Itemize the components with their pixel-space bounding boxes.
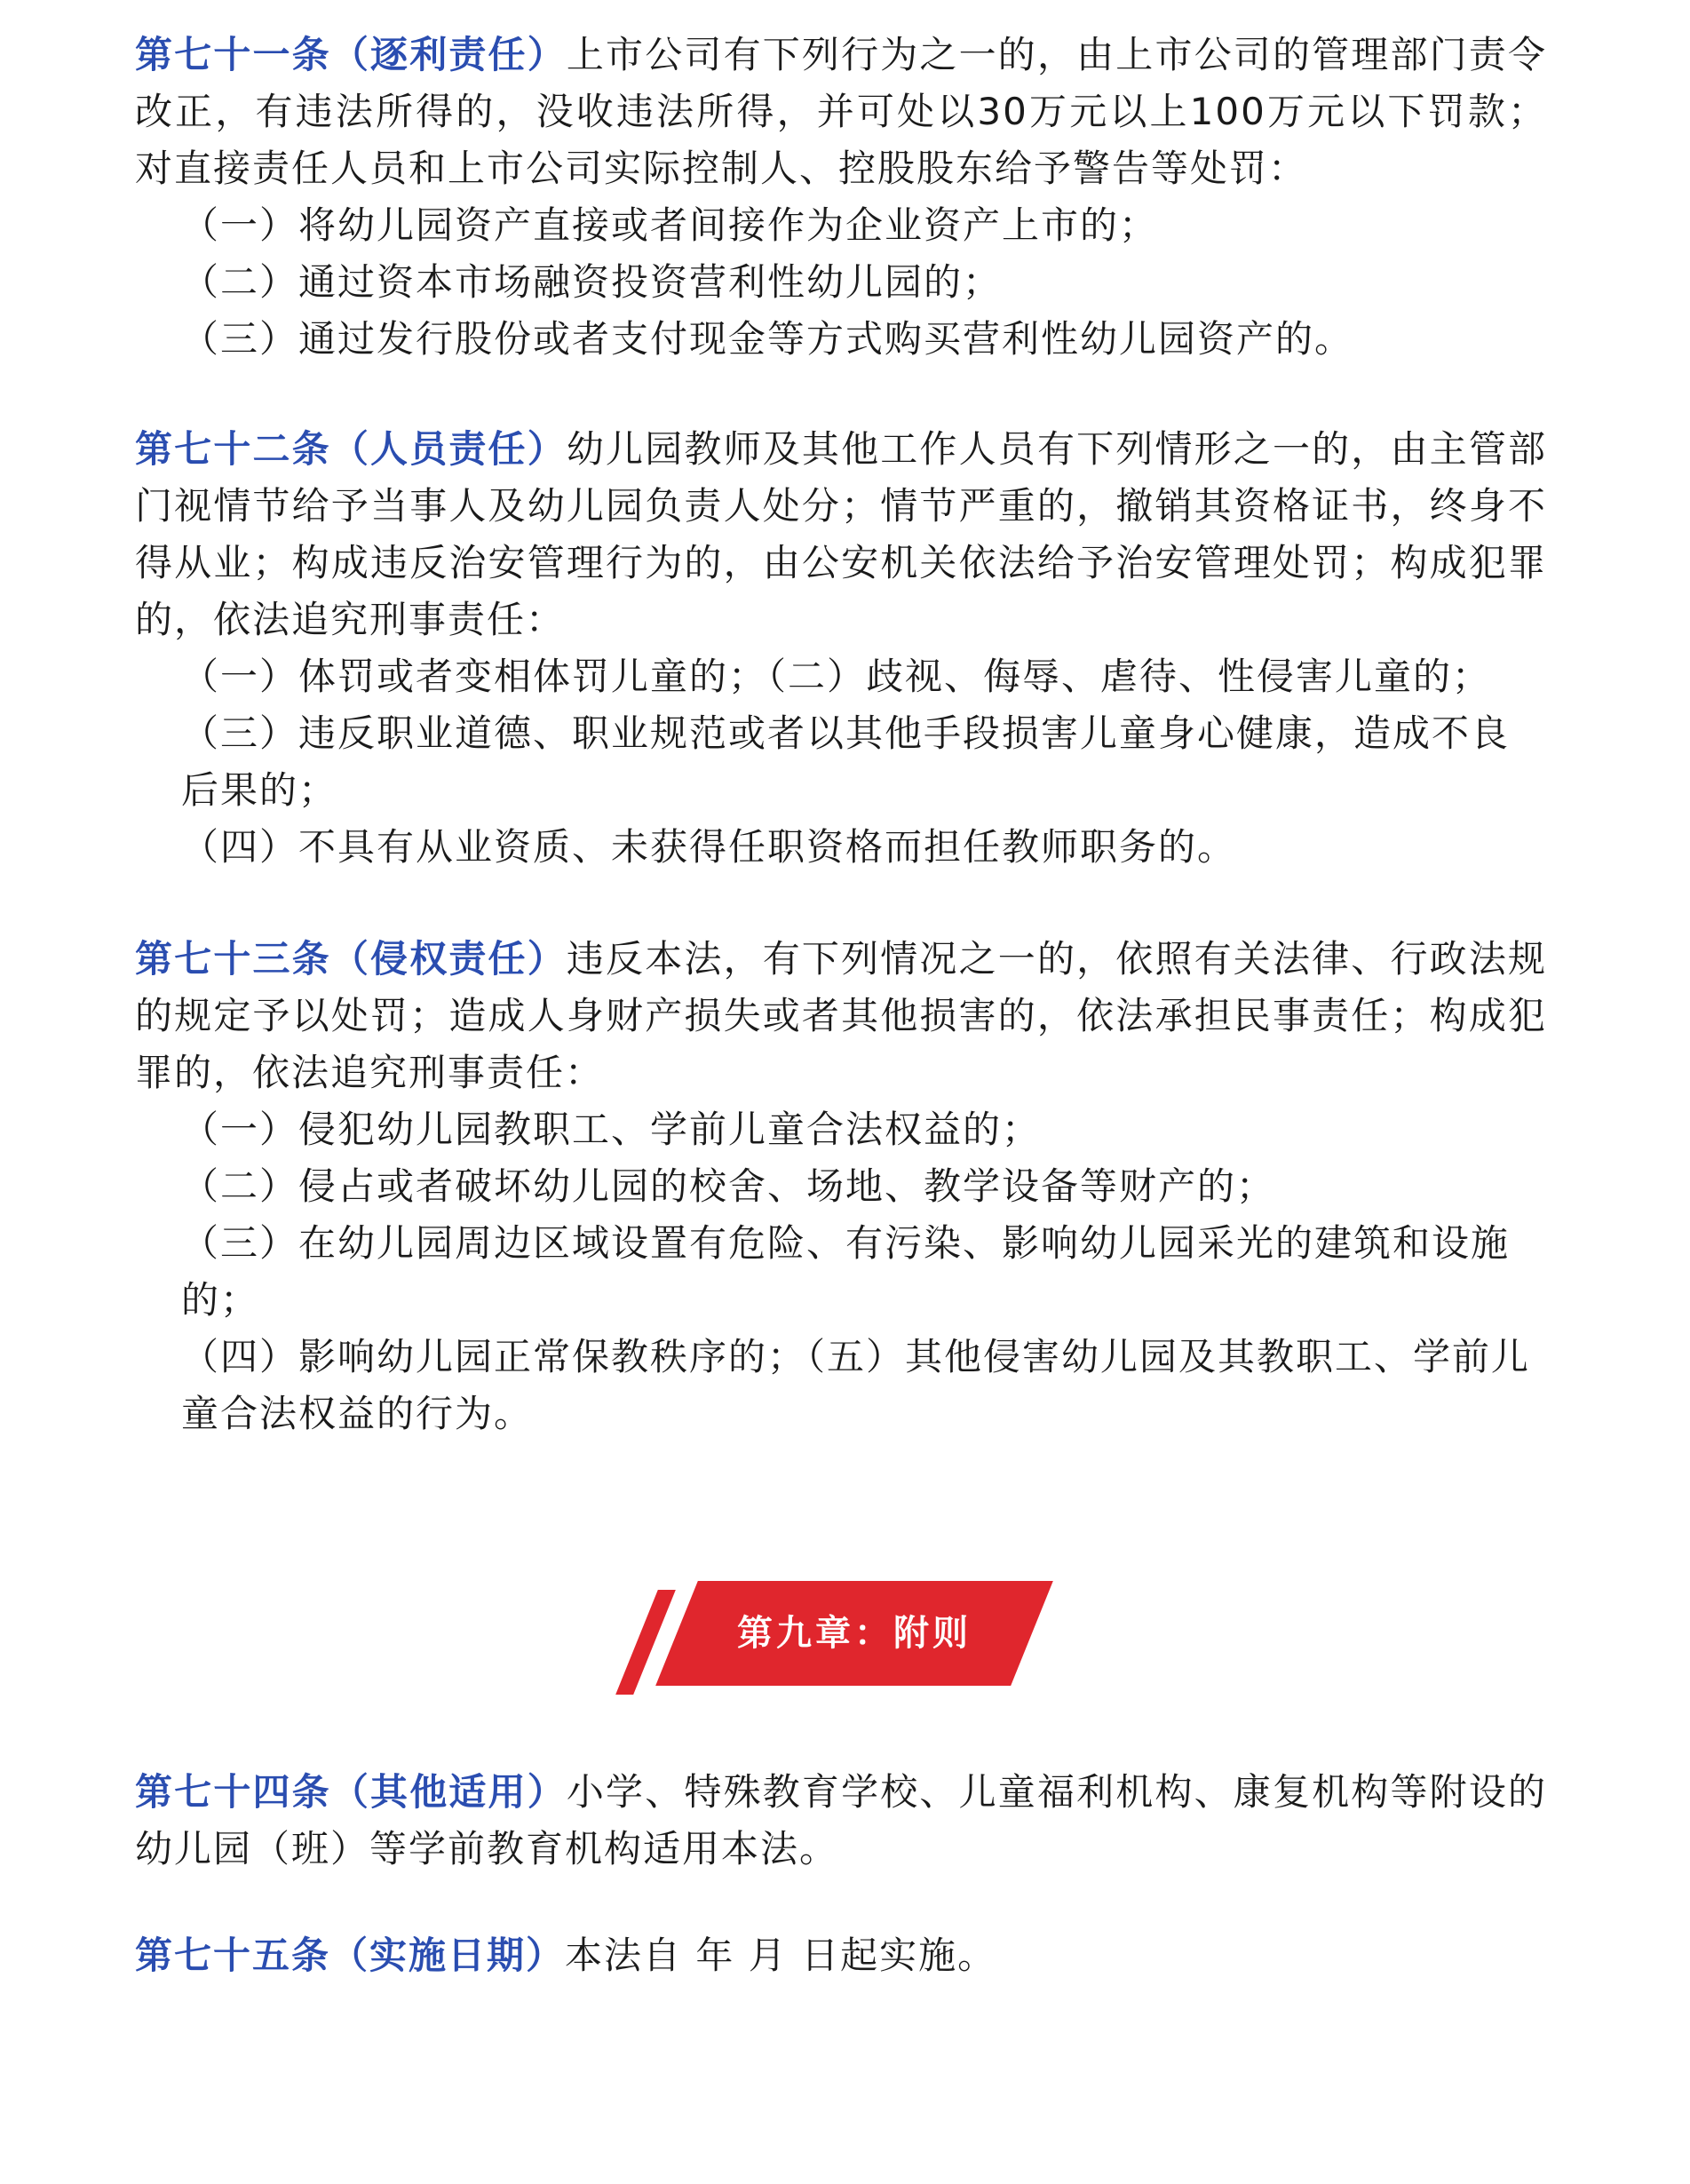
article-72-item-2: （三）违反职业道德、职业规范或者以其他手段损害儿童身心健康，造成不良后果的； — [181, 711, 1511, 812]
article-72-heading: 第七十二条（人员责任） — [135, 427, 567, 471]
document-page — [135, 27, 1547, 1984]
article-71-items — [135, 197, 1547, 368]
article-74-body: 小学、特殊教育学校、儿童福利机构、康复机构等附设的幼儿园（班）等学前教育机构适用本法。 — [135, 1770, 1547, 1870]
article-72-item-1: （一）体罚或者变相体罚儿童的；（二）歧视、侮辱、虐待、性侵害儿童的； — [181, 655, 1492, 698]
article-74-heading: 第七十四条（其他适用） — [135, 1770, 567, 1814]
article-71-item-3: （三）通过发行股份或者支付现金等方式购买营利性幼儿园资产的。 — [181, 317, 1354, 361]
chapter-title: 第九章：附则 — [737, 1613, 972, 1654]
spacer — [135, 1442, 1547, 1581]
article-75-heading: 第七十五条（实施日期） — [135, 1934, 566, 1977]
chapter-banner — [135, 1581, 1547, 1696]
article-71-item-2: （二）通过资本市场融资投资营利性幼儿园的； — [181, 260, 1003, 304]
article-72-paragraph — [135, 421, 1547, 648]
article-74-paragraph — [135, 1764, 1547, 1878]
article-71-body: 上市公司有下列行为之一的，由上市公司的管理部门责令改正，有违法所得的，没收违法所得，并可处以30万元以上100万元以下罚款；对直接责任人员和上市公司实际控制人、控股股东给予警告等处罚： — [135, 33, 1547, 190]
article-73 — [135, 931, 1547, 1442]
article-72-body: 幼儿园教师及其他工作人员有下列情形之一的，由主管部门视情节给予当事人及幼儿园负责人处分；情节严重的，撤销其资格证书，终身不得从业；构成违反治安管理行为的，由公安机关依法给予治安管理处罚；构成犯罪的，依法追究刑事责任： — [135, 427, 1547, 641]
spacer — [135, 876, 1547, 931]
article-72-item-3: （四）不具有从业资质、未获得任职资格而担任教师职务的。 — [181, 825, 1237, 869]
article-75-body: 本法自 年 月 日起实施。 — [565, 1934, 997, 1977]
article-71-heading: 第七十一条（逐利责任） — [135, 33, 567, 76]
spacer — [135, 1878, 1547, 1927]
spacer — [135, 1696, 1547, 1764]
article-72-items — [135, 648, 1547, 876]
article-73-item-1: （一）侵犯幼儿园教职工、学前儿童合法权益的； — [181, 1108, 1042, 1151]
article-71-item-1: （一）将幼儿园资产直接或者间接作为企业资产上市的； — [181, 203, 1159, 247]
article-73-paragraph — [135, 931, 1547, 1101]
article-72 — [135, 421, 1547, 876]
article-73-heading: 第七十三条（侵权责任） — [135, 937, 567, 981]
article-75-paragraph — [135, 1927, 1547, 1984]
article-71 — [135, 27, 1547, 368]
article-73-body: 违反本法，有下列情况之一的，依照有关法律、行政法规的规定予以处罚；造成人身财产损失或者其他损害的，依法承担民事责任；构成犯罪的，依法追究刑事责任： — [135, 937, 1547, 1094]
article-74 — [135, 1764, 1547, 1878]
article-73-items — [135, 1101, 1547, 1442]
article-73-item-2: （二）侵占或者破坏幼儿园的校舍、场地、教学设备等财产的； — [181, 1164, 1276, 1208]
article-73-item-3: （三）在幼儿园周边区域设置有危险、有污染、影响幼儿园采光的建筑和设施的； — [181, 1221, 1511, 1322]
article-75 — [135, 1927, 1547, 1984]
article-73-item-4: （四）影响幼儿园正常保教秩序的；（五）其他侵害幼儿园及其教职工、学前儿童合法权益的行为。 — [181, 1335, 1531, 1435]
spacer — [135, 368, 1547, 421]
article-71-paragraph — [135, 27, 1547, 197]
